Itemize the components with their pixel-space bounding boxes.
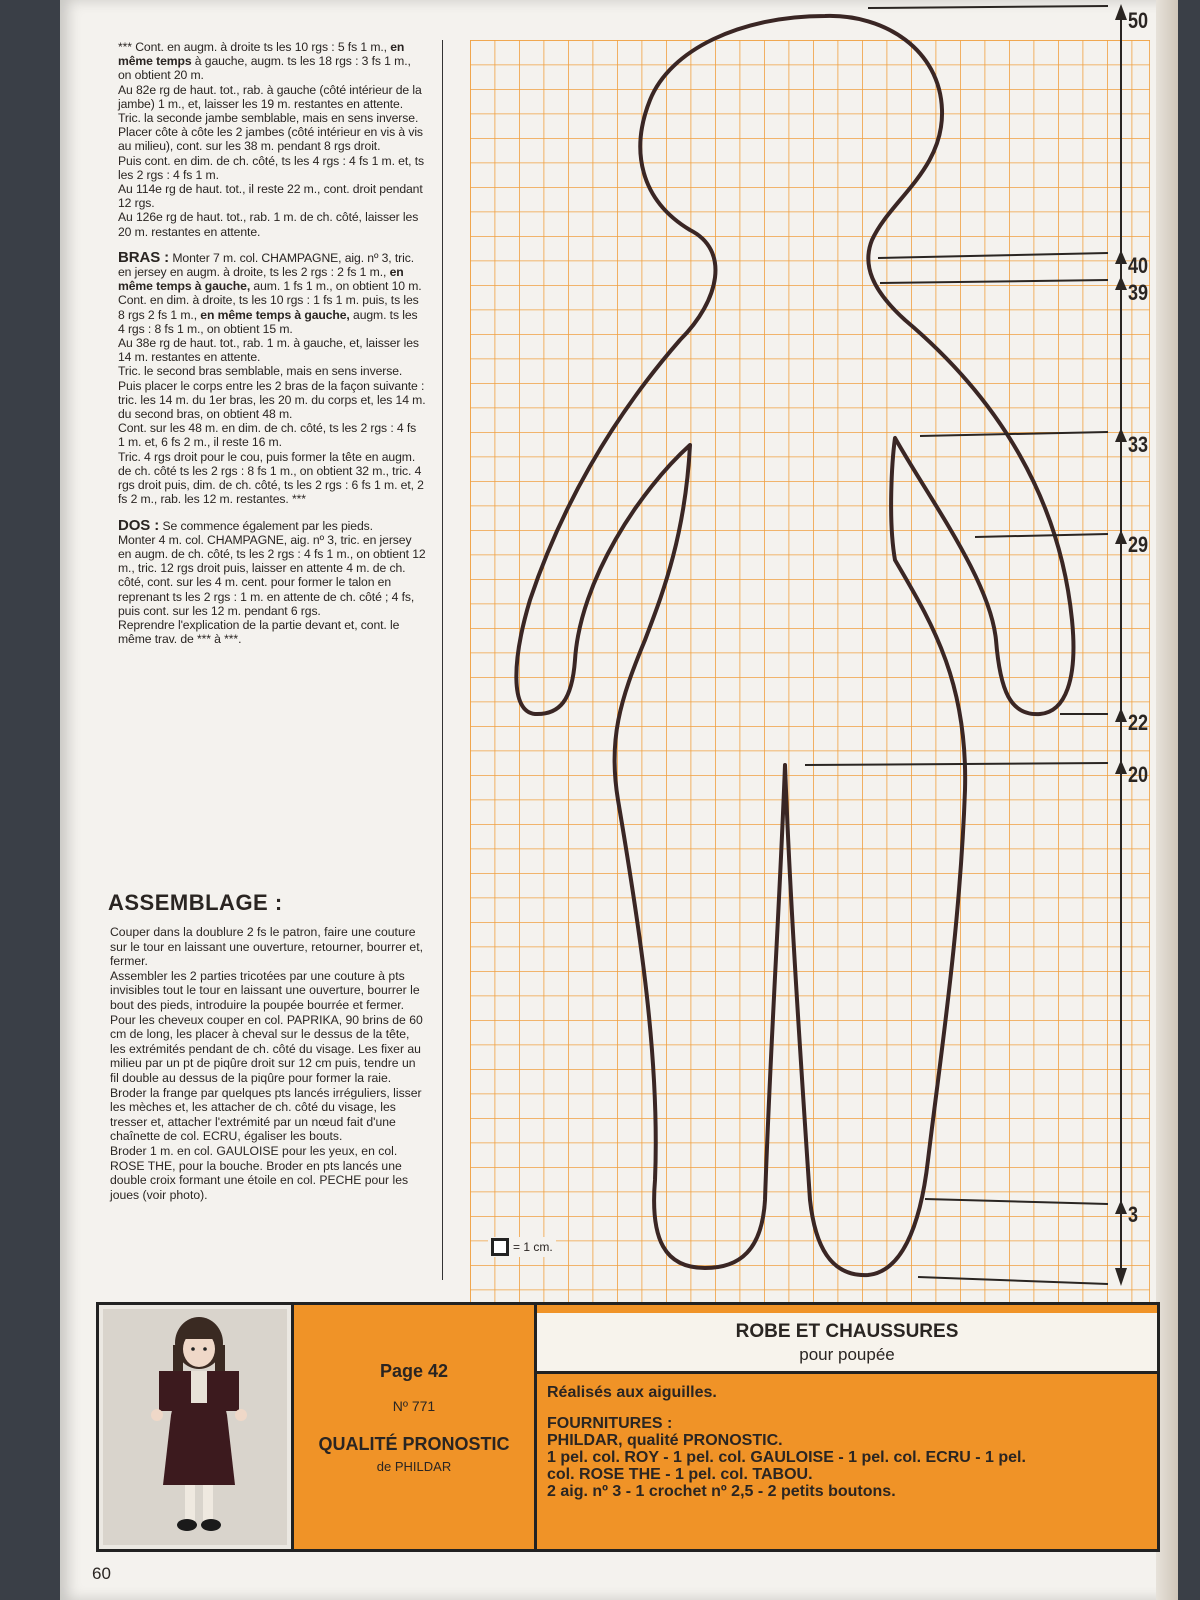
bras-heading: BRAS :: [118, 248, 170, 266]
pattern-reference: [294, 1305, 537, 1549]
pattern-title: ROBE ET CHAUSSURES: [735, 1321, 959, 1342]
dos-heading: DOS :: [118, 516, 160, 534]
pattern-title-box: [537, 1313, 1157, 1374]
instruction-paragraph: Cont. en dim. à droite, ts les 10 rgs : 1 fs 1 m. puis, ts les 8 rgs 2 fs 1 m., en même temps à gauche, augm. ts les 4 rgs : 8 fs 1 m., on obtient 15 m.: [118, 293, 419, 336]
measure-mark: 3: [1128, 1202, 1139, 1227]
supplies-heading: FOURNITURES :: [547, 1415, 673, 1432]
assemblage-paragraph: Broder 1 m. en col. GAULOISE pour les yeux, en col. ROSE THE, pour la bouche. Broder en pts lancés une double croix formant une étoile en col. PECHE pour les joues (voir photo).: [110, 1143, 409, 1202]
instruction-paragraph: Au 114e rg de haut. tot., il reste 22 m., cont. droit pendant 12 rgs.: [118, 182, 423, 211]
reference-banner: [96, 1302, 1160, 1552]
square-icon: [491, 1238, 509, 1256]
pattern-info: [537, 1305, 1157, 1549]
assemblage-paragraph: Couper dans la doublure 2 fs le patron, faire une couture sur le tour en laissant une ouverture, retourner, bourrer et, fermer.: [110, 925, 423, 969]
yarn-quality: QUALITÉ PRONOSTIC: [318, 1434, 510, 1454]
scale-legend: [488, 1237, 556, 1257]
instruction-paragraph: Puis cont. en dim. de ch. côté, ts les 4 rgs : 4 fs 1 m. et, ts les 2 rgs : 4 fs 1 m.: [118, 153, 424, 182]
measure-mark: 50: [1128, 8, 1149, 33]
measure-mark: 33: [1128, 432, 1149, 457]
instruction-paragraph: Reprendre l'explication de la partie devant et, cont. le même trav. de *** à ***.: [118, 617, 400, 647]
pattern-subtitle: pour poupée: [799, 1345, 895, 1364]
measure-mark: 22: [1128, 710, 1149, 735]
doll-outline: [516, 16, 1073, 1275]
doll-photo-image: [99, 1305, 291, 1549]
scale-label: = 1 cm.: [513, 1240, 553, 1254]
instruction-paragraph: Au 38e rg de haut. tot., rab. 1 m. à gauche, et, laisser les 14 m. restantes en attente.: [118, 336, 419, 365]
doll-photo: [99, 1305, 294, 1549]
instruction-paragraph: Monter 4 m. col. CHAMPAGNE, aig. nº 3, tric. en jersey en augm. de ch. côté, ts les 2 rgs : 4 fs 1 m., on obtient 12 m., tric. 12 rgs droit puis, laisser en attente 4 m. de ch. côté, cont. sur les 4 m. cent. pour former le talon en reprenant ts les 2 rgs : 1 m. en attente de ch. côté ; 4 fs, puis cont. sur les 12 m. pendant 6 rgs.: [118, 532, 426, 618]
measure-mark: 40: [1128, 253, 1149, 278]
measure-mark: 29: [1128, 532, 1149, 557]
instruction-paragraph: Cont. sur les 48 m. en dim. de ch. côté, ts les 2 rgs : 4 fs 1 m. et, 6 fs 2 m., il reste 16 m.: [118, 421, 417, 450]
measure-mark: 39: [1128, 280, 1149, 305]
assemblage-paragraph: Assembler les 2 parties tricotées par une couture à pts invisibles tout le tour en laissant une ouverture, bourrer le bout des pieds, introduire la poupée bourrée et fermer.: [110, 968, 420, 1012]
assemblage-paragraph: Pour les cheveux couper en col. PAPRIKA, 90 brins de 60 cm de long, les placer à cheval sur le dessus de la tête, les extrémités pendant de ch. côté du visage. Les fixer au milieu par un pt de piqûre droit sur 12 cm puis, tendre un fil double au dessus de la piqûre pour former la raie. Broder la frange par quelques pts lancés irréguliers, lisser les mèches et, les attacher de ch. côté du visage, les tresser et, attacher l'extrémité par un nœud fait d'une chaînette de col. ECRU, égaliser les bouts.: [110, 1012, 423, 1144]
instruction-paragraph: Placer côte à côte les 2 jambes (côté intérieur en vis à vis au milieu), cont. sur les 38 m. pendant 8 rgs droit.: [118, 125, 423, 154]
bras-section: BRAS : Monter 7 m. col. CHAMPAGNE, aig. nº 3, tric. en jersey en augm. à droite, ts les 2 rgs : 2 fs 1 m., en même temps à gauche, aum. 1 fs 1 m., on obtient 10 m.: [118, 248, 422, 294]
instruction-paragraph: Tric. 4 rgs droit pour le cou, puis former la tête en augm. de ch. côté ts les 2 rgs : 8 fs 1 m., on obtient 32 m., tric. 4 rgs droit puis, dim. de ch. côté, ts les 2 rgs : 6 fs 1 m. et, 2 fs 2 m., rab. les 12 m. restantes. ***: [118, 449, 424, 507]
dos-section: DOS : Se commence également par les pieds.: [118, 516, 373, 534]
supplies-line: col. ROSE THE - 1 pel. col. TABOU.: [547, 1466, 813, 1483]
technique-note: Réalisés aux aiguilles.: [547, 1384, 717, 1401]
instruction-paragraph: Tric. la seconde jambe semblable, mais en sens inverse.: [118, 111, 419, 126]
instruction-paragraph: Puis placer le corps entre les 2 bras de la façon suivante : tric. les 14 m. du 1er bras, les 20 m. du corps et, les 14 m. du second bras, on obtient 48 m.: [118, 378, 426, 422]
instruction-paragraph: *** Cont. en augm. à droite ts les 10 rgs : 5 fs 1 m., en même temps à gauche, augm. ts les 18 rgs : 3 fs 1 m., on obtient 20 m.: [118, 40, 411, 83]
pattern-details: [537, 1374, 1157, 1500]
instruction-paragraph: Au 126e rg de haut. tot., rab. 1 m. de ch. côté, laisser les 20 m. restantes en attente.: [118, 210, 419, 239]
page-number: 60: [92, 1564, 111, 1583]
assemblage-title: ASSEMBLAGE :: [108, 890, 283, 915]
instruction-paragraph: Au 82e rg de haut. tot., rab. à gauche (côté intérieur de la jambe) 1 m., et, laisser les 19 m. restantes en attente.: [118, 82, 422, 111]
measure-mark: 20: [1128, 762, 1149, 787]
pattern-number: Nº 771: [392, 1398, 436, 1414]
supplies-line: 2 aig. nº 3 - 1 crochet nº 2,5 - 2 petits boutons.: [547, 1483, 896, 1500]
instruction-paragraph: Tric. le second bras semblable, mais en sens inverse.: [118, 364, 403, 379]
yarn-brand: de PHILDAR: [376, 1459, 452, 1474]
page-reference: Page 42: [379, 1361, 449, 1381]
supplies-line: 1 pel. col. ROY - 1 pel. col. GAULOISE - 1 pel. col. ECRU - 1 pel.: [547, 1449, 1026, 1466]
supplies-line: PHILDAR, qualité PRONOSTIC.: [547, 1432, 783, 1449]
